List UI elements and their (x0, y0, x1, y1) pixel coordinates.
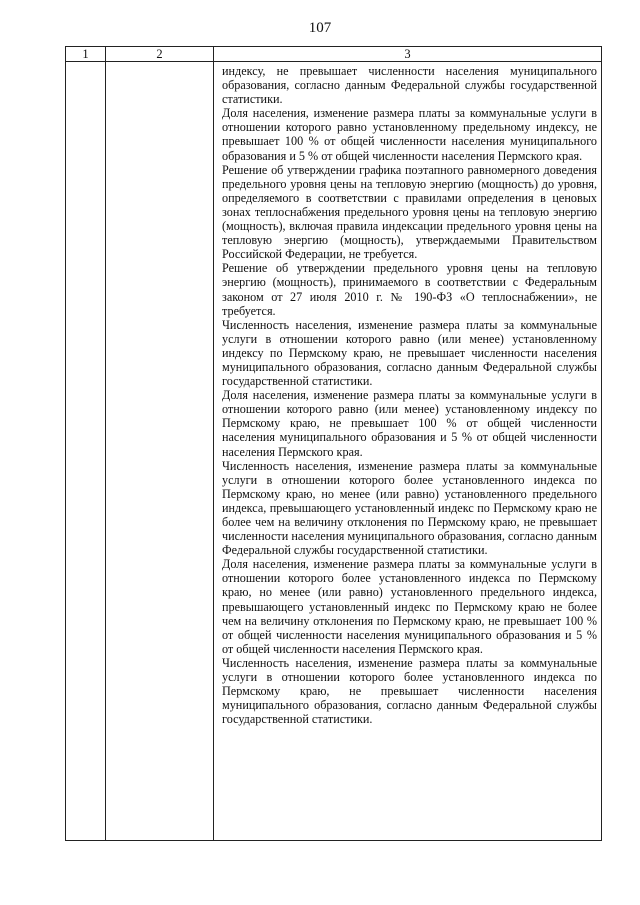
paragraph: индексу, не превышает численности населения муниципального образования, согласно данным Федеральной службы государственной статистики. (222, 64, 597, 107)
paragraph: Доля населения, изменение размера платы за коммунальные услуги в отношении которого равно (или менее) установленному индексу по Пермскому краю, не превышает 100 % от общей численности населения муниципального образования и 5 % от общей численности населения Пермского края. (222, 388, 597, 459)
table-row (66, 62, 602, 841)
header-col-2: 2 (106, 47, 214, 62)
paragraph: Решение об утверждении графика поэтапного равномерного доведения предельного уровня цены на тепловую энергию (мощность) до уровня, определяемого в соответствии с правилами определения в ценовых зонах теплоснабжения предельного уровня цены на тепловую энергию (мощность), включая правила индексации предельного уровня цены на тепловую энергию (мощность), утверждаемыми Правительством Российской Федерации, не требуется. (222, 162, 597, 262)
cell-col-2 (106, 62, 214, 841)
document-table (65, 46, 602, 841)
header-col-1: 1 (66, 47, 106, 62)
paragraph: Доля населения, изменение размера платы за коммунальные услуги в отношении которого равно установленному предельному индексу, не превышает 100 % от общей численности населения муниципального образования и 5 % от общей численности населения Пермского края. (222, 106, 597, 163)
paragraph: Численность населения, изменение размера платы за коммунальные услуги в отношении которого более установленного индекса по Пермскому краю, но менее (или равно) установленного предельного индекса, превышающего установленный индекс по Пермскому краю не более чем на величину отклонения по Пермскому краю, не превышает численности населения муниципального образования, согласно данным Федеральной службы государственной статистики. (222, 458, 597, 558)
header-col-3: 3 (214, 47, 602, 62)
page-number: 107 (308, 20, 332, 36)
paragraph: Решение об утверждении предельного уровня цены на тепловую энергию (мощность), принимаемого в соответствии с Федеральным законом от 27 июля 2010 г. № 190-ФЗ «О теплоснабжении», не требуется. (222, 261, 597, 318)
table-header-row (66, 47, 602, 62)
paragraph: Доля населения, изменение размера платы за коммунальные услуги в отношении которого более установленного индекса по Пермскому краю, но менее (или равно) установленного предельного индекса, превышающего установленный индекс по Пермскому краю не более чем на величину отклонения по Пермскому краю, не превышает 100 % от общей численности населения муниципального образования и 5 % от общей численности населения Пермского края. (222, 557, 597, 656)
paragraph: Численность населения, изменение размера платы за коммунальные услуги в отношении которого более установленного индекса по Пермскому краю, не превышает численности населения муниципального образования, согласно данным Федеральной службы государственной статистики. (222, 655, 597, 727)
cell-col-3 (214, 62, 602, 841)
cell-col-1 (66, 62, 106, 841)
paragraph: Численность населения, изменение размера платы за коммунальные услуги в отношении которого равно (или менее) установленному индексу по Пермскому краю, не превышает численности населения муниципального образования, согласно данным Федеральной службы государственной статистики. (222, 317, 597, 389)
